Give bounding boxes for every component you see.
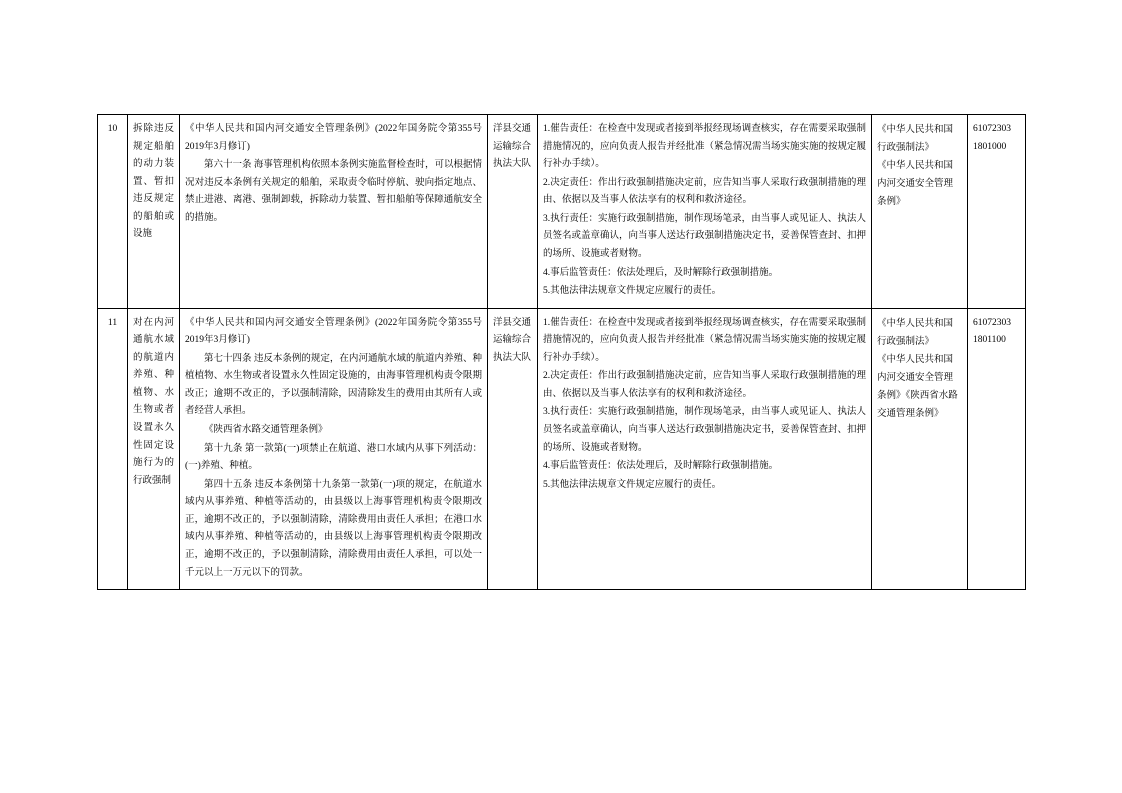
duty-paragraph: 3.执行责任：实施行政强制措施，制作现场笔录，由当事人或见证人、执法人员签名或盖章确认，向当事人送达行政强制措施决定书，妥善保管查封、扣押的场所、设施或者财物。 [543,213,867,259]
row-item-name: 对在内河通航水域的航道内养殖、种植物、水生物或者设置永久性固定设施行为的行政强制 [128,308,180,589]
row-legal-basis [180,308,488,589]
basis-paragraph: 《陕西省水路交通管理条例》 [204,425,328,435]
basis-paragraph: 第四十五条 违反本条例第十九条第一款第(一)项的规定，在航道水域内从事养殖、种植等活动的，由县级以上海事管理机构责令限期改正，逾期不改正的，予以强制清除，清除费用由责任人承担；在港口水域内从事养殖、种植等活动的，由县级以上海事管理机构责令限期改正，逾期不改正的，予以强制清除，清除费用由责任人承担，可以处一千元以上一万元以下的罚款。 [185,479,482,578]
row-index: 11 [98,308,128,589]
code-line: 1801000 [973,141,1007,152]
duty-paragraph: 4.事后监管责任：依法处理后，及时解除行政强制措施。 [543,267,779,278]
enforcement-items-table [97,114,1026,590]
duty-paragraph: 5.其他法律法规章文件规定应履行的责任。 [543,479,722,490]
basis-paragraph: 第六十一条 海事管理机构依照本条例实施监督检查时，可以根据情况对违反本条例有关规定的船舶，采取责令临时停航、驶向指定地点、禁止进港、离港、强制卸载，拆除动力装置、暂扣船舶等保障通航安全的措施。 [185,160,482,223]
code-line: 1801100 [973,335,1006,346]
row-department: 洋县交通运输综合执法大队 [488,308,538,589]
code-line: 61072303 [973,124,1011,134]
code-line: 61072303 [973,317,1011,328]
basis-paragraph: 第七十四条 违反本条例的规定，在内河通航水域的航道内养殖、种植植物、水生物或者设置永久性固定设施的，由海事管理机构责令限期改正；逾期不改正的，予以强制清除，因清除发生的费用由其所有人或者经营人承担。 [185,353,482,417]
table-row [98,115,1026,309]
law-paragraph: 《中华人民共和国内河交通安全管理条例》 [877,161,954,208]
row-code [968,115,1026,309]
duty-paragraph: 5.其他法律法规章文件规定应履行的责任。 [543,286,722,297]
row-code [968,308,1026,589]
table-row [98,308,1026,589]
law-paragraph: 《中华人民共和国内河交通安全管理条例》《陕西省水路交通管理条例》 [877,354,958,419]
row-law-name [872,308,968,589]
row-item-name: 拆除违反规定船舶的动力装置、暂扣违反规定的船舶或设施 [128,115,180,309]
duty-paragraph: 3.执行责任：实施行政强制措施，制作现场笔录，由当事人或见证人、执法人员签名或盖章确认，向当事人送达行政强制措施决定书，妥善保管查封、扣押的场所、设施或者财物。 [543,407,867,453]
row-legal-basis [180,115,488,309]
law-paragraph: 《中华人民共和国行政强制法》 [877,125,954,154]
row-law-name [872,115,968,309]
basis-paragraph: 第十九条 第一款第(一)项禁止在航道、港口水域内从事下列活动：(一)养殖、种植。 [185,443,482,472]
duty-paragraph: 2.决定责任：作出行政强制措施决定前，应告知当事人采取行政强制措施的理由、依据以及当事人依法享有的权利和救济途径。 [543,177,866,206]
duty-paragraph: 4.事后监管责任：依法处理后，及时解除行政强制措施。 [543,461,779,472]
basis-paragraph: 《中华人民共和国内河交通安全管理条例》(2022年国务院令第355号 2019年3月修订) [185,124,482,152]
duty-paragraph: 1.催告责任：在检查中发现或者接到举报经现场调查核实，存在需要采取强制措施情况的，应向负责人报告并经批准（紧急情况需当场实施实施的按规定履行补办手续）。 [543,317,867,363]
row-index: 10 [98,115,128,309]
law-paragraph: 《中华人民共和国行政强制法》 [877,318,954,347]
row-department: 洋县交通运输综合执法大队 [488,115,538,309]
basis-paragraph: 《中华人民共和国内河交通安全管理条例》(2022年国务院令第355号 2019年3月修订) [185,317,482,346]
duty-paragraph: 2.决定责任：作出行政强制措施决定前，应告知当事人采取行政强制措施的理由、依据以及当事人依法享有的权利和救济途径。 [543,371,866,399]
duty-paragraph: 1.催告责任：在检查中发现或者接到举报经现场调查核实，存在需要采取强制措施情况的，应向负责人报告并经批准（紧急情况需当场实施实施的按规定履行补办手续）。 [543,124,867,170]
row-duties [538,308,872,589]
row-duties [538,115,872,309]
